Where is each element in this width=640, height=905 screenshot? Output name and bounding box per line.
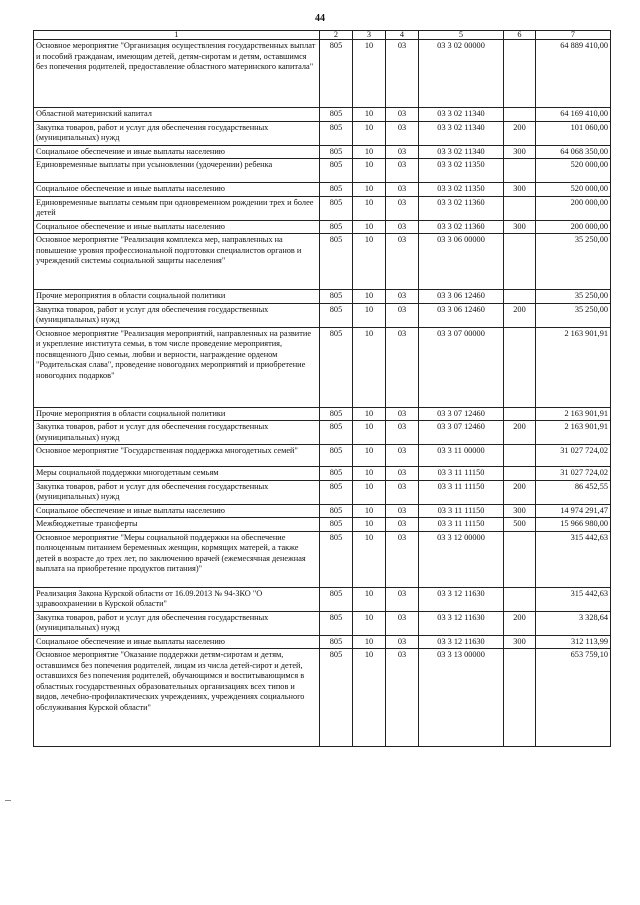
row-amount: 200 000,00 [536, 220, 611, 234]
row-amount: 2 163 901,91 [536, 407, 611, 421]
row-subsection: 03 [386, 649, 419, 747]
row-target-article: 03 3 12 11630 [419, 611, 504, 635]
row-target-article: 03 3 11 11150 [419, 480, 504, 504]
row-expense-type: 300 [504, 220, 536, 234]
row-target-article: 03 3 12 11630 [419, 635, 504, 649]
table-body [34, 40, 611, 747]
table-row [34, 183, 611, 197]
row-expense-type: 200 [504, 611, 536, 635]
row-target-article: 03 3 11 11150 [419, 467, 504, 481]
row-section: 10 [353, 445, 386, 467]
row-subsection: 03 [386, 587, 419, 611]
row-name: Социальное обеспечение и иные выплаты населению [34, 145, 320, 159]
row-name: Прочие мероприятия в области социальной политики [34, 290, 320, 304]
row-ministry-code: 805 [320, 290, 353, 304]
row-subsection: 03 [386, 40, 419, 108]
row-amount: 64 889 410,00 [536, 40, 611, 108]
row-target-article: 03 3 13 00000 [419, 649, 504, 747]
row-section: 10 [353, 220, 386, 234]
row-expense-type [504, 196, 536, 220]
row-name: Основное мероприятие "Государственная поддержка многодетных семей" [34, 445, 320, 467]
table-row [34, 40, 611, 108]
row-section: 10 [353, 145, 386, 159]
row-subsection: 03 [386, 518, 419, 532]
row-target-article: 03 3 02 11360 [419, 196, 504, 220]
row-ministry-code: 805 [320, 480, 353, 504]
row-amount: 200 000,00 [536, 196, 611, 220]
row-section: 10 [353, 635, 386, 649]
row-section: 10 [353, 407, 386, 421]
row-subsection: 03 [386, 327, 419, 407]
table-row [34, 649, 611, 747]
row-name: Прочие мероприятия в области социальной политики [34, 407, 320, 421]
row-target-article: 03 3 11 11150 [419, 504, 504, 518]
row-expense-type [504, 467, 536, 481]
row-section: 10 [353, 159, 386, 183]
row-subsection: 03 [386, 196, 419, 220]
table-row [34, 421, 611, 445]
row-section: 10 [353, 531, 386, 587]
row-subsection: 03 [386, 159, 419, 183]
row-section: 10 [353, 121, 386, 145]
row-name: Социальное обеспечение и иные выплаты населению [34, 504, 320, 518]
budget-table [33, 30, 611, 747]
row-expense-type: 300 [504, 145, 536, 159]
row-expense-type [504, 290, 536, 304]
row-section: 10 [353, 480, 386, 504]
row-expense-type: 300 [504, 635, 536, 649]
row-subsection: 03 [386, 635, 419, 649]
row-expense-type: 500 [504, 518, 536, 532]
row-section: 10 [353, 518, 386, 532]
row-amount: 64 068 350,00 [536, 145, 611, 159]
row-ministry-code: 805 [320, 234, 353, 290]
row-ministry-code: 805 [320, 121, 353, 145]
row-ministry-code: 805 [320, 587, 353, 611]
row-expense-type: 200 [504, 121, 536, 145]
row-section: 10 [353, 196, 386, 220]
header-col-1: 1 [34, 31, 320, 40]
row-section: 10 [353, 649, 386, 747]
row-expense-type [504, 159, 536, 183]
row-ministry-code: 805 [320, 159, 353, 183]
row-ministry-code: 805 [320, 649, 353, 747]
row-name: Основное мероприятие "Реализация комплекса мер, направленных на повышение уровня профессиональной подготовки специалистов органов и учреждений системы социальной защиты населения" [34, 234, 320, 290]
row-expense-type [504, 445, 536, 467]
header-row [34, 31, 611, 40]
row-name: Закупка товаров, работ и услуг для обеспечения государственных (муниципальных) нужд [34, 480, 320, 504]
row-ministry-code: 805 [320, 635, 353, 649]
row-subsection: 03 [386, 611, 419, 635]
row-amount: 101 060,00 [536, 121, 611, 145]
row-target-article: 03 3 02 11340 [419, 108, 504, 122]
row-amount: 2 163 901,91 [536, 327, 611, 407]
row-name: Основное мероприятие "Организация осуществления государственных выплат и пособий гражданам, имеющим детей, детям-сиротам и детям, оставшимся без попечения родителей, предоставление областного материнского капитала" [34, 40, 320, 108]
table-row [34, 220, 611, 234]
row-subsection: 03 [386, 290, 419, 304]
row-ministry-code: 805 [320, 303, 353, 327]
row-ministry-code: 805 [320, 196, 353, 220]
table-row [34, 145, 611, 159]
row-ministry-code: 805 [320, 220, 353, 234]
row-expense-type [504, 327, 536, 407]
table-row [34, 290, 611, 304]
row-subsection: 03 [386, 234, 419, 290]
row-expense-type: 200 [504, 421, 536, 445]
row-expense-type [504, 407, 536, 421]
row-name: Единовременные выплаты семьям при одновременном рождении трех и более детей [34, 196, 320, 220]
row-section: 10 [353, 467, 386, 481]
row-amount: 520 000,00 [536, 183, 611, 197]
row-amount: 86 452,55 [536, 480, 611, 504]
row-target-article: 03 3 07 00000 [419, 327, 504, 407]
row-ministry-code: 805 [320, 327, 353, 407]
row-target-article: 03 3 12 11630 [419, 587, 504, 611]
table-row [34, 611, 611, 635]
row-name: Реализация Закона Курской области от 16.09.2013 № 94-ЗКО "О здравоохранении в Курской области" [34, 587, 320, 611]
header-col-2: 2 [320, 31, 353, 40]
row-amount: 31 027 724,02 [536, 445, 611, 467]
row-target-article: 03 3 02 11350 [419, 159, 504, 183]
row-amount: 35 250,00 [536, 303, 611, 327]
table-row [34, 327, 611, 407]
table-row [34, 587, 611, 611]
row-amount: 35 250,00 [536, 290, 611, 304]
row-expense-type [504, 649, 536, 747]
row-expense-type [504, 531, 536, 587]
row-target-article: 03 3 06 12460 [419, 303, 504, 327]
row-ministry-code: 805 [320, 611, 353, 635]
row-amount: 653 759,10 [536, 649, 611, 747]
row-ministry-code: 805 [320, 504, 353, 518]
header-col-5: 5 [419, 31, 504, 40]
row-subsection: 03 [386, 467, 419, 481]
row-subsection: 03 [386, 145, 419, 159]
row-subsection: 03 [386, 421, 419, 445]
row-section: 10 [353, 303, 386, 327]
row-ministry-code: 805 [320, 421, 353, 445]
header-col-6: 6 [504, 31, 536, 40]
table-row [34, 108, 611, 122]
row-section: 10 [353, 40, 386, 108]
row-name: Единовременные выплаты при усыновлении (удочерении) ребенка [34, 159, 320, 183]
row-subsection: 03 [386, 183, 419, 197]
row-target-article: 03 3 07 12460 [419, 407, 504, 421]
table-row [34, 407, 611, 421]
row-section: 10 [353, 327, 386, 407]
table-row [34, 467, 611, 481]
row-section: 10 [353, 108, 386, 122]
row-ministry-code: 805 [320, 108, 353, 122]
row-amount: 520 000,00 [536, 159, 611, 183]
row-amount: 2 163 901,91 [536, 421, 611, 445]
row-ministry-code: 805 [320, 445, 353, 467]
row-expense-type: 300 [504, 504, 536, 518]
row-expense-type [504, 40, 536, 108]
scan-mark [5, 800, 11, 801]
row-section: 10 [353, 504, 386, 518]
row-target-article: 03 3 02 00000 [419, 40, 504, 108]
table-row [34, 635, 611, 649]
row-subsection: 03 [386, 504, 419, 518]
row-section: 10 [353, 290, 386, 304]
row-subsection: 03 [386, 480, 419, 504]
table-row [34, 518, 611, 532]
row-subsection: 03 [386, 108, 419, 122]
row-target-article: 03 3 12 00000 [419, 531, 504, 587]
row-subsection: 03 [386, 121, 419, 145]
row-target-article: 03 3 06 00000 [419, 234, 504, 290]
row-section: 10 [353, 587, 386, 611]
row-name: Основное мероприятие "Меры социальной поддержки на обеспечение полноценным питанием беременных женщин, кормящих матерей, а также детей в возрасте до трех лет, по заключению врачей (ежемесячная денежная выплата на приобретение продуктов питания)" [34, 531, 320, 587]
row-ministry-code: 805 [320, 467, 353, 481]
row-section: 10 [353, 611, 386, 635]
row-amount: 15 966 980,00 [536, 518, 611, 532]
row-amount: 312 113,99 [536, 635, 611, 649]
row-target-article: 03 3 02 11360 [419, 220, 504, 234]
table-row [34, 480, 611, 504]
row-target-article: 03 3 11 00000 [419, 445, 504, 467]
header-col-3: 3 [353, 31, 386, 40]
table-row [34, 196, 611, 220]
row-expense-type [504, 108, 536, 122]
row-expense-type: 200 [504, 303, 536, 327]
table-row [34, 234, 611, 290]
table-row [34, 121, 611, 145]
page-number: 44 [315, 13, 325, 24]
row-ministry-code: 805 [320, 40, 353, 108]
row-ministry-code: 805 [320, 518, 353, 532]
row-name: Социальное обеспечение и иные выплаты населению [34, 635, 320, 649]
row-subsection: 03 [386, 303, 419, 327]
table-row [34, 303, 611, 327]
table-row [34, 159, 611, 183]
row-name: Социальное обеспечение и иные выплаты населению [34, 183, 320, 197]
row-name: Закупка товаров, работ и услуг для обеспечения государственных (муниципальных) нужд [34, 121, 320, 145]
row-name: Областной материнский капитал [34, 108, 320, 122]
row-ministry-code: 805 [320, 407, 353, 421]
row-ministry-code: 805 [320, 145, 353, 159]
row-expense-type [504, 587, 536, 611]
row-name: Социальное обеспечение и иные выплаты населению [34, 220, 320, 234]
row-section: 10 [353, 234, 386, 290]
row-name: Основное мероприятие "Оказание поддержки детям-сиротам и детям, оставшимся без попечения родителей, лицам из числа детей-сирот и детей, оставшихся без попечения родителей, обучающимся и воспитывающимся в областных государственных образовательных организациях всех типов и видов, лечебно-профилактических учреждениях, учреждениях социального обслуживания Курской области" [34, 649, 320, 747]
row-subsection: 03 [386, 531, 419, 587]
row-amount: 315 442,63 [536, 587, 611, 611]
row-target-article: 03 3 02 11350 [419, 183, 504, 197]
row-subsection: 03 [386, 220, 419, 234]
row-section: 10 [353, 421, 386, 445]
row-target-article: 03 3 07 12460 [419, 421, 504, 445]
table-row [34, 504, 611, 518]
row-name: Закупка товаров, работ и услуг для обеспечения государственных (муниципальных) нужд [34, 611, 320, 635]
row-amount: 35 250,00 [536, 234, 611, 290]
row-amount: 315 442,63 [536, 531, 611, 587]
row-expense-type: 200 [504, 480, 536, 504]
row-name: Межбюджетные трансферты [34, 518, 320, 532]
row-subsection: 03 [386, 407, 419, 421]
header-col-4: 4 [386, 31, 419, 40]
row-amount: 64 169 410,00 [536, 108, 611, 122]
row-subsection: 03 [386, 445, 419, 467]
row-target-article: 03 3 11 11150 [419, 518, 504, 532]
row-name: Основное мероприятие "Реализация мероприятий, направленных на развитие и укрепление института семьи, в том числе проведение мероприятия, посвященного Дню семьи, любви и верности, награждение орденом "Родительская слава", проведение новогодних мероприятий и приобретение новогодних подарков" [34, 327, 320, 407]
row-target-article: 03 3 02 11340 [419, 145, 504, 159]
row-amount: 31 027 724,02 [536, 467, 611, 481]
row-section: 10 [353, 183, 386, 197]
row-expense-type: 300 [504, 183, 536, 197]
row-ministry-code: 805 [320, 531, 353, 587]
row-amount: 3 328,64 [536, 611, 611, 635]
row-ministry-code: 805 [320, 183, 353, 197]
row-amount: 14 974 291,47 [536, 504, 611, 518]
table-row [34, 445, 611, 467]
row-target-article: 03 3 02 11340 [419, 121, 504, 145]
header-col-7: 7 [536, 31, 611, 40]
row-target-article: 03 3 06 12460 [419, 290, 504, 304]
row-name: Закупка товаров, работ и услуг для обеспечения государственных (муниципальных) нужд [34, 421, 320, 445]
row-name: Закупка товаров, работ и услуг для обеспечения государственных (муниципальных) нужд [34, 303, 320, 327]
row-name: Меры социальной поддержки многодетным семьям [34, 467, 320, 481]
table-row [34, 531, 611, 587]
row-expense-type [504, 234, 536, 290]
